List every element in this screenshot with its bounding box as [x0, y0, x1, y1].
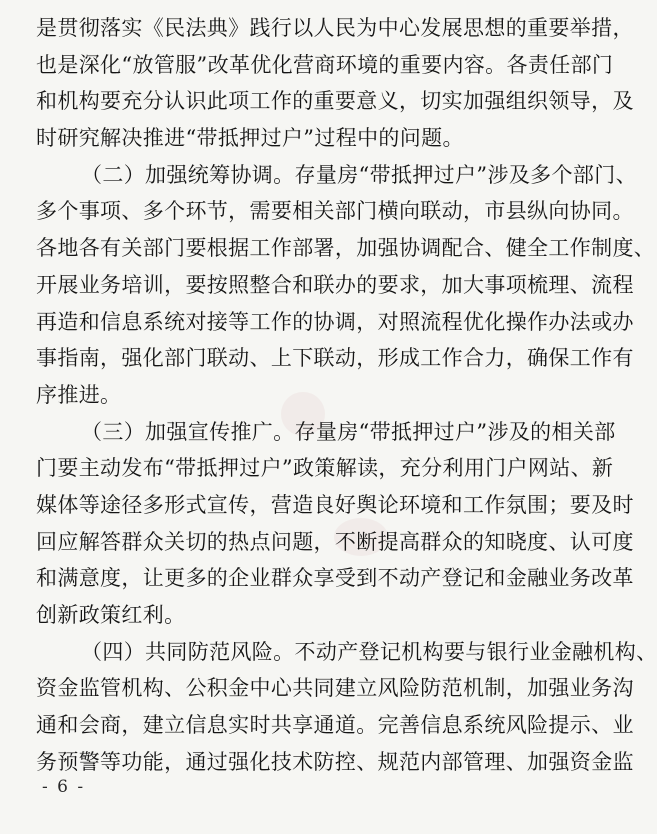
text-line: 务预警等功能，通过强化技术防控、规范内部管理、加强资金监 [36, 749, 634, 774]
text-line: 资金监管机构、公积金中心共同建立风险防范机制，加强业务沟 [36, 676, 634, 701]
text-line: 和机构要充分认识此项工作的重要意义，切实加强组织领导，及 [36, 89, 634, 114]
text-line: 创新政策红利。 [36, 603, 186, 627]
text-line: 和满意度，让更多的企业群众享受到不动产登记和金融业务改革 [36, 566, 634, 591]
page-number: - 6 - [42, 777, 86, 797]
text-line: 门要主动发布“带抵押过户”政策解读，充分利用门户网站、新 [36, 456, 614, 481]
section-heading-line: （四）共同防范风险。不动产登记机构要与银行业金融机构、 [81, 639, 657, 664]
text-line: 各地各有关部门要根据工作部署，加强协调配合、健全工作制度、 [36, 236, 656, 261]
text-line: 通和会商，建立信息实时共享通道。完善信息系统风险提示、业 [36, 713, 634, 738]
document-body [36, 10, 657, 780]
text-line: 再造和信息系统对接等工作的协调，对照流程优化操作办法或办 [36, 309, 634, 334]
section-heading-line: （三）加强宣传推广。存量房“带抵押过户”涉及的相关部 [81, 419, 616, 444]
text-line: 媒体等途径多形式宣传，营造良好舆论环境和工作氛围；要及时 [36, 492, 634, 517]
text-line: 序推进。 [36, 382, 122, 407]
text-line: 也是深化“放管服”改革优化营商环境的重要内容。各责任部门 [36, 52, 614, 77]
text-line: 是贯彻落实《民法典》践行以人民为中心发展思想的重要举措， [36, 16, 634, 40]
text-line: 回应解答群众关切的热点问题，不断提高群众的知晓度、认可度 [36, 529, 634, 554]
section-heading-line: （二）加强统筹协调。存量房“带抵押过户”涉及多个部门、 [81, 162, 637, 187]
text-line: 事指南，强化部门联动、上下联动，形成工作合力，确保工作有 [36, 346, 634, 371]
text-line: 时研究解决推进“带抵押过户”过程中的问题。 [36, 126, 464, 151]
text-line: 开展业务培训，要按照整合和联办的要求，加大事项梳理、流程 [36, 272, 634, 297]
text-line: 多个事项、多个环节，需要相关部门横向联动，市县纵向协同。 [36, 199, 634, 224]
